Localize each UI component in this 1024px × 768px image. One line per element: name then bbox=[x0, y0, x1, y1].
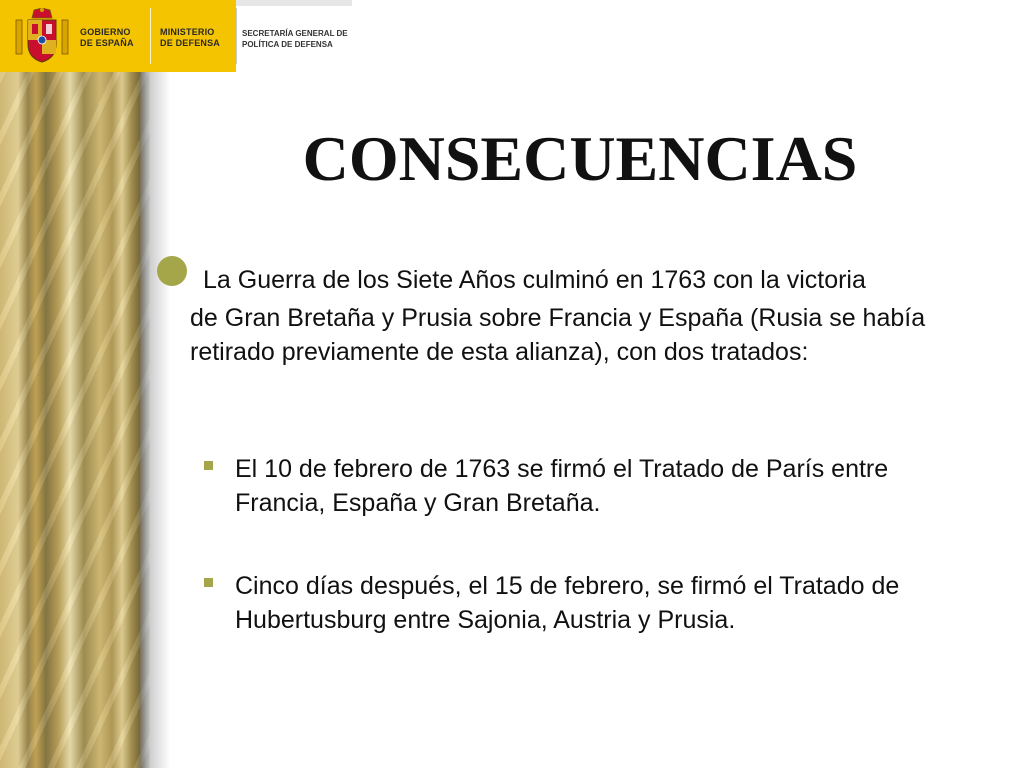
header-strip bbox=[236, 0, 352, 6]
decorative-column bbox=[0, 70, 150, 768]
secretaria-label: SECRETARÍA GENERAL DE POLÍTICA DE DEFENSA bbox=[242, 29, 348, 49]
logo-divider-secondary bbox=[236, 8, 237, 64]
main-bullet-text bbox=[190, 263, 980, 369]
main-bullet-first-line: La Guerra de los Siete Años culminó en 1763 con la victoria bbox=[203, 266, 866, 294]
square-bullet-icon bbox=[204, 578, 213, 587]
slide-title: CONSECUENCIAS bbox=[302, 123, 858, 194]
sub-bullet-text: Cinco días después, el 15 de febrero, se firmó el Tratado de Hubertusburg entre Sajonia, Austria y Prusia. bbox=[235, 572, 900, 634]
coat-of-arms-icon bbox=[12, 8, 72, 64]
ministerio-label: MINISTERIO DE DEFENSA bbox=[160, 27, 221, 48]
bullet-circle-icon bbox=[157, 256, 187, 286]
sub-bullet-text: El 10 de febrero de 1763 se firmó el Tratado de París entre Francia, España y Gran Bretaña. bbox=[235, 455, 889, 517]
government-logo-bar bbox=[0, 0, 236, 72]
column-shadow bbox=[140, 70, 170, 768]
square-bullet-icon bbox=[204, 461, 213, 470]
logo-divider bbox=[150, 8, 151, 64]
gobierno-label: GOBIERNO DE ESPAÑA bbox=[80, 27, 134, 48]
main-bullet-rest: de Gran Bretaña y Prusia sobre Francia y España (Rusia se había retirado previamente de esta alianza), con dos tratados: bbox=[190, 304, 926, 366]
